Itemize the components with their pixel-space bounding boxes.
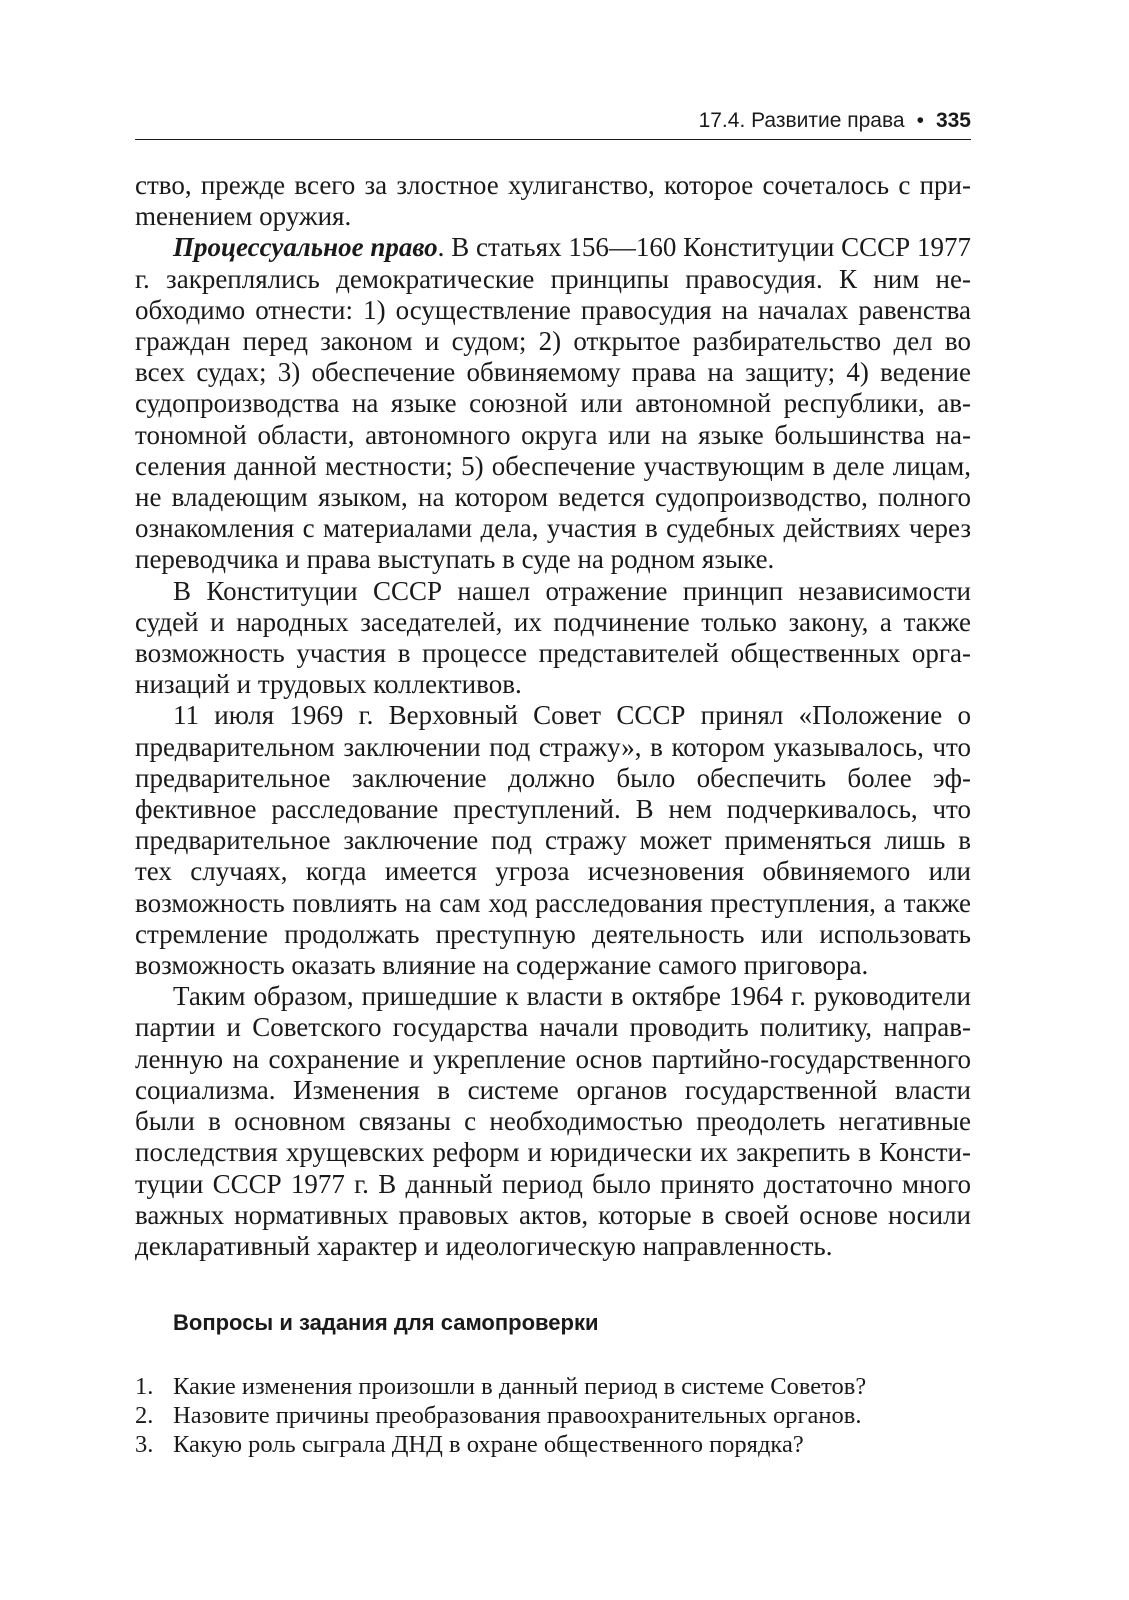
running-header — [135, 100, 971, 140]
question-number: 3. — [135, 1431, 154, 1458]
question-text: Назовите причины преобразования правоохранительных органов. — [173, 1402, 862, 1429]
paragraph-text: 11 июля 1969 г. Верховный Совет СССР принял «Положение о предварительном заключении под стражу», в котором указывалось, что предварительное заключение должно было обеспечить более эффективное расследование преступлений. В нем подчеркивалось, что предварительное заключение под стражу может применяться лишь в тех случаях, когда имеется угроза исчезновения обвиняемого или возможность повлиять на сам ход расследования преступления, а также стремление продолжать преступную деятельность или использовать возможность оказать влияние на содержание самого приговора. — [135, 700, 971, 981]
questions-heading: Вопросы и задания для самопроверки — [173, 1310, 599, 1335]
section-term: Процессуальное право — [173, 232, 438, 263]
paragraph-text: . В статьях 156—160 Конституции СССР 1977 г. закреплялись демократические принципы правосудия. К ним необходимо отнести: 1) осуществление правосудия на началах равенства граждан перед законом и судом; 2) открытое разбирательство дел во всех судах; 3) обеспечение обвиняемому права на защиту; 4) ведение судопроизводства на языке союзной или автономной республики, автономной области, автономного округа или на языке большинства населения данной местности; 5) обеспечение участвующим в деле лицам, не владеющим языком, на котором ведется судопроизводство, полного ознакомления с материалами дела, участия в судебных действиях через переводчика и права выступать в суде на родном языке. — [135, 232, 971, 575]
main-text — [135, 170, 971, 1262]
paragraph-text: В Конституции СССР нашел отражение принцип независимости судей и народных заседателей, их подчинение только закону, а также возможность участия в процессе представителей общественных организаций и трудовых коллективов. — [135, 575, 971, 700]
question-number: 1. — [135, 1373, 154, 1400]
question-number: 2. — [135, 1402, 154, 1429]
paragraph — [135, 700, 971, 981]
running-title: 17.4. Развитие права — [698, 109, 905, 132]
page-number: 335 — [935, 109, 971, 132]
paragraph — [135, 576, 971, 701]
paragraph-text: Таким образом, пришедшие к власти в октябре 1964 г. руководители партии и Советского государства начали проводить политику, направленную на сохранение и укрепление основ партийно-государственного социализма. Изменения в системе органов государственной власти были в основном связаны с необходимостью преодолеть негативные последствия хрущевских реформ и юридически их закрепить в Конституции СССР 1977 г. В данный период было принято достаточно много важных нормативных правовых актов, которые в своей основе носили декларативный характер и идеологическую направленность. — [135, 981, 971, 1261]
paragraph-procedural-law — [135, 232, 971, 575]
questions-list — [135, 1372, 971, 1459]
paragraph — [135, 981, 971, 1262]
question-item — [135, 1430, 971, 1459]
question-item — [135, 1372, 971, 1401]
question-text: Какую роль сыграла ДНД в охране общественного порядка? — [173, 1431, 804, 1458]
question-text: Какие изменения произошли в данный период в системе Советов? — [173, 1373, 867, 1400]
paragraph-continuation — [135, 170, 971, 232]
book-page — [135, 0, 971, 1600]
header-bullet: • — [916, 109, 924, 132]
paragraph-text: ство, прежде всего за злостное хулиганство, которое сочеталось с приmенением оружия. — [135, 170, 971, 232]
question-item — [135, 1401, 971, 1430]
